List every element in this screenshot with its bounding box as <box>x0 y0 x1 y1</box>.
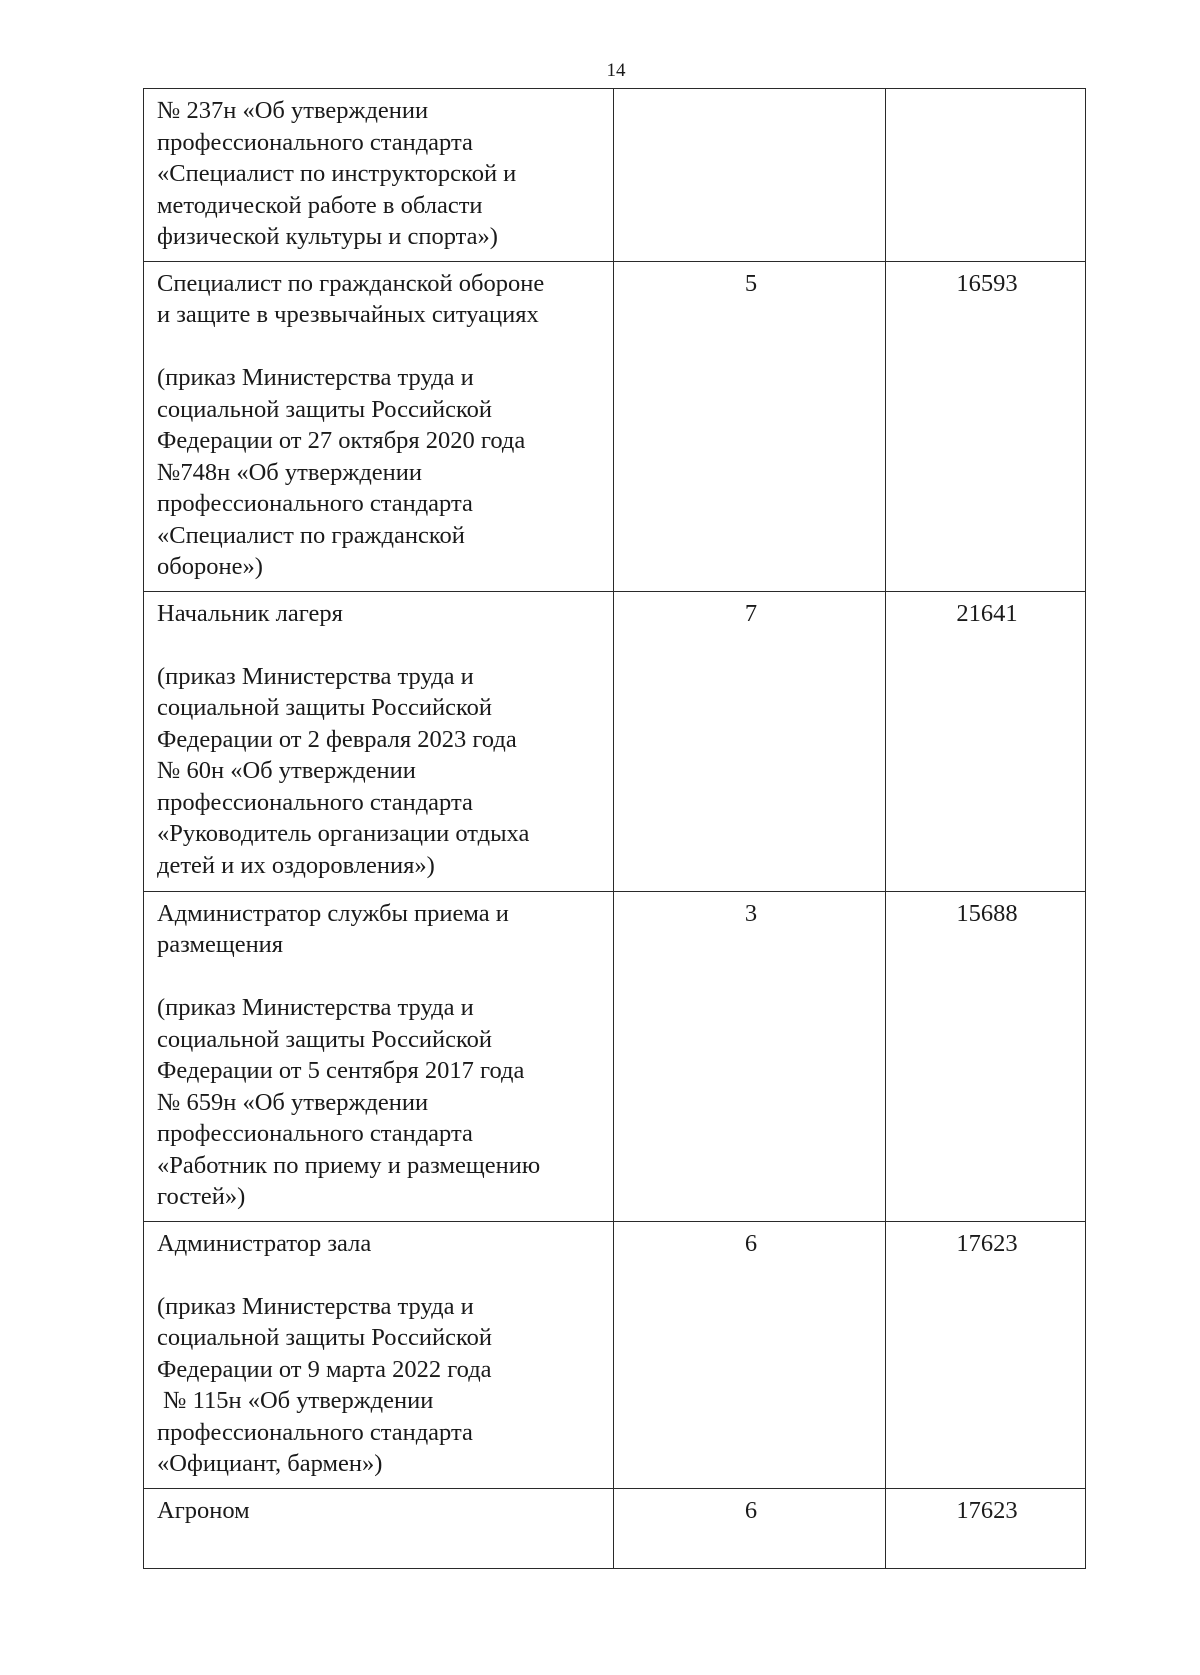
table-row <box>144 1488 1086 1568</box>
position-cell <box>144 591 614 891</box>
position-title: размещения <box>157 931 284 958</box>
order-line: физической культуры и спорта») <box>157 223 498 250</box>
table-row <box>144 891 1086 1221</box>
salary-cell: 17623 <box>886 1221 1086 1488</box>
order-line: Федерации от 2 февраля 2023 года <box>157 725 517 753</box>
order-line: (приказ Министерства труда и <box>157 994 474 1021</box>
order-line: социальной защиты Российской <box>157 395 492 423</box>
order-line: «Специалист по гражданской <box>157 521 465 549</box>
salary-cell: 21641 <box>886 591 1086 891</box>
order-line: (приказ Министерства труда и <box>157 364 474 391</box>
salary-cell: 16593 <box>886 261 1086 591</box>
position-title: Агроном <box>157 1496 250 1524</box>
grade-cell <box>614 89 886 262</box>
order-line: Федерации от 9 марта 2022 года <box>157 1355 492 1383</box>
order-line: профессионального стандарта <box>157 1120 473 1147</box>
order-line: социальной защиты Российской <box>157 1025 492 1053</box>
order-line: детей и их оздоровления») <box>157 851 435 879</box>
position-cell <box>144 89 614 262</box>
grade-cell: 6 <box>614 1488 886 1568</box>
position-title: Администратор службы приема и <box>157 899 509 927</box>
order-line: профессионального стандарта <box>157 128 473 156</box>
salary-cell: 15688 <box>886 891 1086 1221</box>
grade-cell: 5 <box>614 261 886 591</box>
position-title: Администратор зала <box>157 1229 372 1257</box>
order-line: социальной защиты Российской <box>157 1324 492 1351</box>
order-line: (приказ Министерства труда и <box>157 1292 474 1320</box>
order-line: № 115н «Об утверждении <box>157 1387 434 1414</box>
order-line: «Работник по приему и размещению <box>157 1151 541 1179</box>
grade-cell: 6 <box>614 1221 886 1488</box>
page-number: 14 <box>606 60 626 81</box>
table-row <box>144 89 1086 262</box>
position-cell <box>144 891 614 1221</box>
order-line: «Специалист по инструкторской и <box>157 160 517 187</box>
order-line: профессионального стандарта <box>157 788 473 816</box>
order-line: социальной защиты Российской <box>157 694 492 721</box>
order-line: Федерации от 5 сентября 2017 года <box>157 1057 525 1084</box>
position-cell <box>144 261 614 591</box>
order-line: (приказ Министерства труда и <box>157 662 474 690</box>
order-line: «Руководитель организации отдыха <box>157 820 530 847</box>
salary-cell <box>886 89 1086 262</box>
table-row <box>144 591 1086 891</box>
order-line: профессионального стандарта <box>157 1418 473 1446</box>
positions-table <box>143 88 1086 1569</box>
order-line: № 60н «Об утверждении <box>157 757 416 784</box>
order-line: №748н «Об утверждении <box>157 458 423 486</box>
order-line: гостей») <box>157 1183 246 1210</box>
position-cell <box>144 1488 614 1568</box>
grade-cell: 7 <box>614 591 886 891</box>
position-title: и защите в чрезвычайных ситуациях <box>157 301 539 328</box>
order-line: «Официант, бармен») <box>157 1450 383 1477</box>
table-row <box>144 1221 1086 1488</box>
order-line: обороне») <box>157 553 263 580</box>
salary-cell: 17623 <box>886 1488 1086 1568</box>
table-row <box>144 261 1086 591</box>
order-line: профессионального стандарта <box>157 490 473 517</box>
position-cell <box>144 1221 614 1488</box>
position-title: Специалист по гражданской обороне <box>157 269 545 297</box>
order-line: Федерации от 27 октября 2020 года <box>157 427 526 454</box>
position-title: Начальник лагеря <box>157 599 343 627</box>
order-line: № 659н «Об утверждении <box>157 1088 429 1116</box>
grade-cell: 3 <box>614 891 886 1221</box>
order-line: № 237н «Об утверждении <box>157 97 429 124</box>
order-line: методической работе в области <box>157 191 483 219</box>
